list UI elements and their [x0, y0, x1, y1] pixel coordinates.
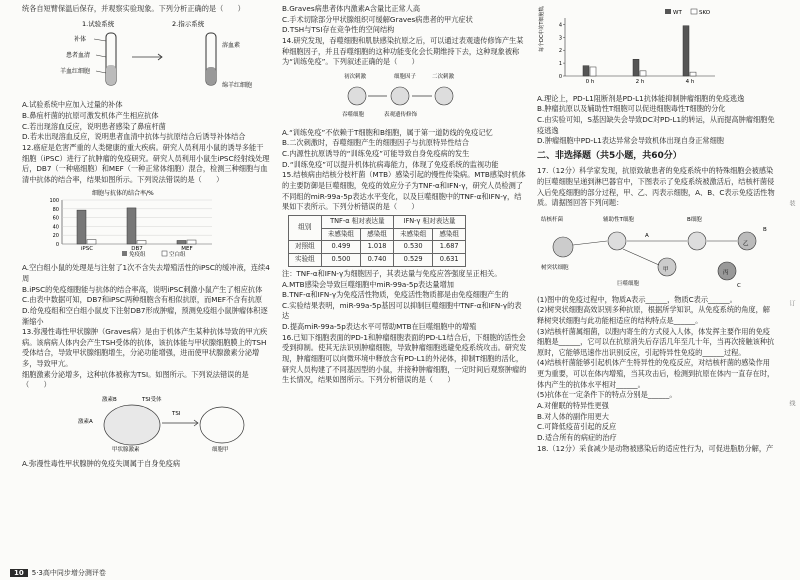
sub-question: (4)结核杆菌能够引起机体产生特异性的免疫反应，对结核杆菌的感染作用更为重要，可以在体内增殖，当其攻击后，检测到抗原在体内一直存在时，体内产生的抗体水平相对______。 — [537, 358, 775, 389]
sub-question: (2)树突状细胞高效识别多种抗原，根据所学知识，从免疫系统的角度，解释树突状细胞与此功能相适应的结构特点是______。 — [537, 305, 770, 325]
fig4-label: 树突状细胞 — [541, 264, 569, 271]
chart-bars — [583, 26, 696, 76]
option: A.空白组小鼠的处理是与注射了1次不含失去增殖活性的iPSC的缓冲液，连续4周 — [22, 263, 270, 283]
x-tick-label: MEF — [181, 245, 193, 252]
bar — [683, 26, 689, 76]
fig3-label: 表观遗传修饰 — [384, 111, 418, 118]
sub-question: (1)图中的免疫过程中，物质A表示______，物质C表示______。 — [537, 294, 737, 304]
fig1-label: 羊血红细胞 — [60, 67, 91, 75]
bar — [127, 207, 136, 243]
pointer-line — [94, 39, 106, 41]
option: B.二次刺激时，吞噬细胞产生的细胞因子与抗原特异性结合 — [282, 138, 469, 148]
y-tick-label: 4 — [558, 22, 562, 29]
b-cell — [688, 232, 706, 250]
option: D.TSH与TSI存在竞争性的空间结构 — [282, 25, 395, 35]
fig4-label: 甲 — [663, 266, 669, 273]
fig2-label: 甲状腺激素 — [112, 447, 140, 454]
option: B.肿瘤抗原以及辅助性T细胞可以促进细胞毒性T细胞的分化 — [537, 104, 726, 114]
option: C.实验结果表明，miR-99a-5p基因可以抑制巨噬细胞中TNF-α和IFN-γ的表达 — [282, 300, 522, 321]
x-tick-label: 0 h — [585, 79, 595, 85]
option: A.MTB感染会导致巨噬细胞中miR-99a-5p表达量增加 — [282, 279, 454, 289]
phagocyte — [348, 87, 366, 105]
fig4-label: A — [645, 232, 649, 239]
fig4-label: B细胞 — [687, 216, 702, 223]
legend-label: 免疫组 — [129, 251, 146, 258]
legend-swatch — [162, 251, 167, 256]
chart-title: 细胞与抗体的结合率/% — [92, 189, 154, 197]
x-tick-label: 2 h — [635, 79, 645, 85]
y-tick-label: 40 — [52, 223, 59, 230]
bar — [177, 240, 186, 244]
legend-label: WT — [673, 10, 682, 16]
y-tick-label: 100 — [49, 197, 59, 204]
table-header: IFN-γ 相对表达量 — [393, 215, 465, 228]
x-tick-label: iPSC — [80, 245, 94, 252]
q16-stem: 16.已知下细胞表面的PD-1和肿瘤细胞表面的PD-L1结合后，下细胞的活性会受到抑制。使其无法识别肿瘤细胞，导致肿瘤细胞逃避免疫系统攻击。研究发现，肿瘤细胞可以向微环境中释放含有PD-L1的外泌体，抑制T细胞的活化，研究人员构建了不同基因型的小鼠，并接种肿瘤细胞，一定时间后观察肿瘤的生长情况，结果如图所示。下列分析错误的是（ ） — [282, 332, 527, 385]
option: B.对人体的副作用更大 — [537, 411, 609, 421]
x-tick-label: 4 h — [685, 79, 695, 85]
q15-stem: 15.结核病由结核分枝杆菌（MTB）感染引起的慢性传染病。MTB感染时机体的主要防御是巨噬细胞，免疫的效应分子为TNF-α和IFN-γ，研究人员检测了不同组的miR-99a-5p表达水平变化，以及巨噬细胞中的TNF-α和IFN-γ，结果如下表所示。下列分析错误的是（ ） — [282, 170, 526, 212]
q11-stem: 统各自短臂保温后保存，并观察实验现象。下列分析正确的是（ ） — [22, 4, 245, 13]
legend-swatch — [691, 9, 697, 14]
option: B.TNF-α和IFN-γ为免疫活性物质，免疫活性物质都是由免疫细胞产生的 — [282, 290, 509, 300]
table-cell: 0.631 — [433, 254, 466, 267]
table-subheader: 感染组 — [361, 228, 394, 241]
chart-ylabel: 每个DC中的T细胞数/个 — [539, 6, 545, 52]
bar — [633, 59, 639, 76]
q18-stem: 18.（12分）采食减少是动物被感染后的适应性行为，可促进脂肪分解，产 — [537, 443, 774, 453]
bar — [640, 71, 646, 76]
arrow — [573, 241, 607, 245]
table-cell: 0.740 — [361, 254, 394, 267]
option: D.给免疫组和空白组小鼠皮下注射DB7形成肿瘤，预测免疫组小鼠肿瘤体积逐渐缩小 — [22, 305, 268, 326]
chart-legend — [665, 9, 711, 16]
fig1-label: 补体 — [74, 35, 87, 43]
bar — [77, 210, 86, 244]
option: A.弥漫性毒性甲状腺肿的免疫失调属于自身免疫病 — [22, 458, 181, 468]
option: A.“训练免疫”不依赖于T细胞和B细胞，属于第一道防线的免疫记忆 — [282, 127, 493, 137]
footer-title: 5·3高中同步增分测评卷 — [31, 569, 106, 577]
option: B.Graves病患者体内激素A含量比正常人高 — [282, 4, 421, 13]
y-tick-label: 3 — [558, 35, 562, 42]
table-cell: 实验组 — [289, 254, 322, 267]
tb-immune-process-figure — [537, 211, 777, 289]
binding-mark: 线 — [788, 400, 795, 406]
q12-stem: 12.癌症是危害严重的人类健康的重大疾病。研究人员利用小鼠的诱导多能干细胞（iPSC）进行了抗肿瘤的免疫研究。研究人员利用小鼠生iPSC经射线处理后，DB7（一种癌细胞）和MEF（一种正常体细胞）混合，检测三种细胞与血清中抗体的结合率，结果如图所示。下列说法错误的是（ ） — [22, 142, 270, 184]
column-middle — [282, 4, 528, 386]
legend-label: 空白组 — [169, 251, 186, 258]
option: C.内源性抗原诱导的“训练免疫”可能导致自身免疫病的发生 — [282, 148, 470, 158]
bar — [187, 240, 196, 244]
fig4-label: C — [737, 282, 741, 289]
option: A.理论上，PD-L1阻断剂是PD-L1抗体能抑制肿瘤细胞的免疫逃逸 — [537, 93, 745, 103]
table-row — [289, 254, 466, 267]
fig1-label: 溶血素 — [222, 41, 241, 49]
chart-legend — [122, 250, 186, 258]
bar — [690, 72, 696, 76]
table-note: 注：TNF-α和IFN-γ为细胞因子，其表达量与免疫应答强度呈正相关。 — [282, 268, 502, 278]
test-tube-liquid — [206, 67, 216, 85]
fig2-label: 激素A — [78, 419, 93, 426]
binding-rate-chart — [22, 188, 270, 258]
q13-stem-2: 细胞激素分泌增多，这种抗体被称为TSI。如图所示。下列说法错误的是（ ） — [22, 369, 249, 390]
table-cell: 1.018 — [361, 241, 394, 254]
dc-tcell-chart — [537, 6, 737, 88]
page-number: 10 — [10, 569, 28, 577]
section-title: 二、非选择题（共5小题，共60分） — [537, 150, 682, 161]
fig4-label: B — [763, 226, 767, 233]
page-footer — [10, 568, 106, 578]
table-header: 组别 — [289, 215, 322, 241]
table-cell: 1.687 — [433, 241, 466, 254]
y-tick-label: 60 — [52, 215, 59, 222]
pointer-line — [96, 55, 106, 57]
fig3-label: 吞噬细胞 — [342, 111, 365, 118]
fig3-label: 二次刺激 — [432, 73, 455, 80]
option: B.鼻疽杆菌的抗原可激发机体产生相应抗体 — [22, 110, 159, 120]
y-tick-label: 80 — [52, 206, 59, 213]
option: C.手术切除部分甲状腺组织可缓解Graves病患者的甲亢症状 — [282, 14, 473, 24]
fig2-label: TSI — [172, 411, 181, 418]
q14-stem: 14.研究发现，吞噬细胞和肌肤感染抗原之后，可以通过表观遗传修饰产生某种细胞因子，并且吞噬细胞的这种功能变化会长期维持下去，这种现象被称为“训练免疫”。下列叙述正确的是（ ） — [282, 35, 524, 67]
arrow — [623, 249, 659, 265]
legend-swatch — [665, 9, 671, 14]
trained-immunity-figure — [282, 70, 528, 122]
table-cell: 对照组 — [289, 241, 322, 254]
y-tick-label: 2 — [558, 48, 562, 55]
y-tick-label: 0 — [55, 241, 59, 248]
x-tick-label: DB7 — [131, 245, 143, 252]
data-table — [288, 215, 466, 267]
q17-stem: 17.（12分）科学家发现，抗原致敏患者的免疫系统中的特殊细胞会被感染的巨噬细胞呈递到淋巴器官中，下图表示了免疫系统被激活后，结核杆菌侵入后免疫细胞的部分过程，甲、乙、丙表示细胞，A、B、C表示免疫活性物质。请据图回答下列问题： — [537, 166, 775, 208]
fig4-label: 乙 — [743, 240, 749, 247]
bar — [137, 240, 146, 244]
table-subheader: 感染组 — [433, 228, 466, 241]
test-tube-liquid — [106, 65, 116, 85]
table-header: TNF-α 相对表达量 — [321, 215, 393, 228]
option: C.可降低疫苗引起的反应 — [537, 422, 617, 432]
table-cell: 0.530 — [393, 241, 432, 254]
fig1-label: 2.指示系统 — [172, 19, 205, 28]
y-tick-label: 1 — [558, 61, 562, 68]
phagocyte — [435, 87, 453, 105]
fig4-label: 结核杆菌 — [541, 216, 564, 223]
option: D.适合所有的病症的治疗 — [537, 433, 617, 443]
chart-bars — [77, 207, 196, 243]
fig2-label: 细胞甲 — [212, 447, 229, 454]
complement-test-figure — [22, 17, 270, 95]
column-left — [22, 4, 270, 469]
option: B.iPSC的免疫细胞能与抗体的结合率高，说明iPSC刺激小鼠产生了相应抗体 — [22, 284, 263, 294]
q13-stem: 13.弥漫性毒性甲状腺肿（Graves病）是由于机体产生某种抗体导致的甲亢疾病。该病病人体内会产生TSH受体的抗体，该抗体能与甲状腺细胞膜上的TSH受体结合，导致甲状腺细胞增生，分泌功能增强，进而使甲状腺激素分泌增多，导致甲亢。 — [22, 327, 268, 369]
table-row — [289, 241, 466, 254]
option: D.若未出现溶血反应，说明患者血清中抗体与抗原结合后诱导补体结合 — [22, 132, 246, 142]
option: A.试验系统中应加入过量的补体 — [22, 100, 123, 110]
table-cell: 0.529 — [393, 254, 432, 267]
option: A.对催眠的特异性更强 — [537, 401, 609, 411]
fig4-label: 丙 — [723, 269, 729, 276]
fig4-label: 巨噬细胞 — [617, 280, 640, 287]
option: C.若出现溶血反应，说明患者感染了鼻疽杆菌 — [22, 121, 166, 131]
fig1-label: 患者血清 — [66, 51, 91, 59]
pointer-line — [96, 71, 106, 73]
column-right — [537, 4, 777, 454]
table-cell: 0.499 — [321, 241, 360, 254]
fig2-label: TSI受体 — [142, 397, 162, 404]
bar — [590, 67, 596, 76]
sub-question: (5)抗体在一定条件下的特点分别是______。 — [537, 390, 677, 400]
binding-mark: 装 — [788, 200, 795, 206]
binding-mark: 订 — [788, 300, 795, 306]
option: D.提高miR-99a-5p表达水平可帮助MTB在巨噬细胞中的增殖 — [282, 322, 477, 332]
table-cell: 0.500 — [321, 254, 360, 267]
option: C.由表中数据可知，DB7和iPSC两种细胞含有相似抗原，而MEF不含有抗原 — [22, 295, 263, 305]
bar — [583, 66, 589, 76]
cell-jia — [200, 407, 244, 443]
bar — [87, 239, 96, 243]
dendritic-cell — [553, 237, 573, 257]
option: C.由实验可知，S基因缺失会导致DC对PD-L1的转运，从而提高肿瘤细胞免疫逃逸 — [537, 114, 775, 135]
legend-swatch — [122, 251, 127, 256]
fig1-label: 1.试验系统 — [82, 19, 115, 28]
sub-question: (3)结核杆菌属细菌，以胞内寄生的方式侵入人体，体发挥主要作用的免疫细胞是______，它可以在抗原消失后存活几年至几十年，当再次接触该种抗原时，它能够迅速作出识别反应，引起特异性免疫的______过程。 — [537, 326, 775, 357]
graves-mechanism-figure — [22, 393, 270, 453]
fig2-label: 激素B — [102, 397, 117, 404]
y-tick-label: 0 — [558, 74, 562, 80]
fig3-label: 细胞因子 — [394, 73, 417, 80]
legend-label: SKO — [699, 10, 711, 16]
table-subheader: 未感染组 — [321, 228, 360, 241]
helper-t-cell — [608, 232, 626, 250]
phagocyte — [391, 87, 409, 105]
option: D.肿瘤细胞中PD-L1表达异常会导致机体出现自身正常细胞 — [537, 136, 724, 146]
fig3-label: 初次刺激 — [344, 73, 367, 80]
fig1-label: 绵羊红细胞 — [222, 81, 253, 89]
thyroid-cell — [104, 405, 160, 445]
fig4-label: 辅助性T细胞 — [603, 216, 634, 223]
y-tick-label: 20 — [52, 232, 59, 239]
option: D.“训练免疫”可以提升机体抗病毒能力，体现了免疫系统的监视功能 — [282, 159, 499, 169]
table-subheader: 未感染组 — [393, 228, 432, 241]
